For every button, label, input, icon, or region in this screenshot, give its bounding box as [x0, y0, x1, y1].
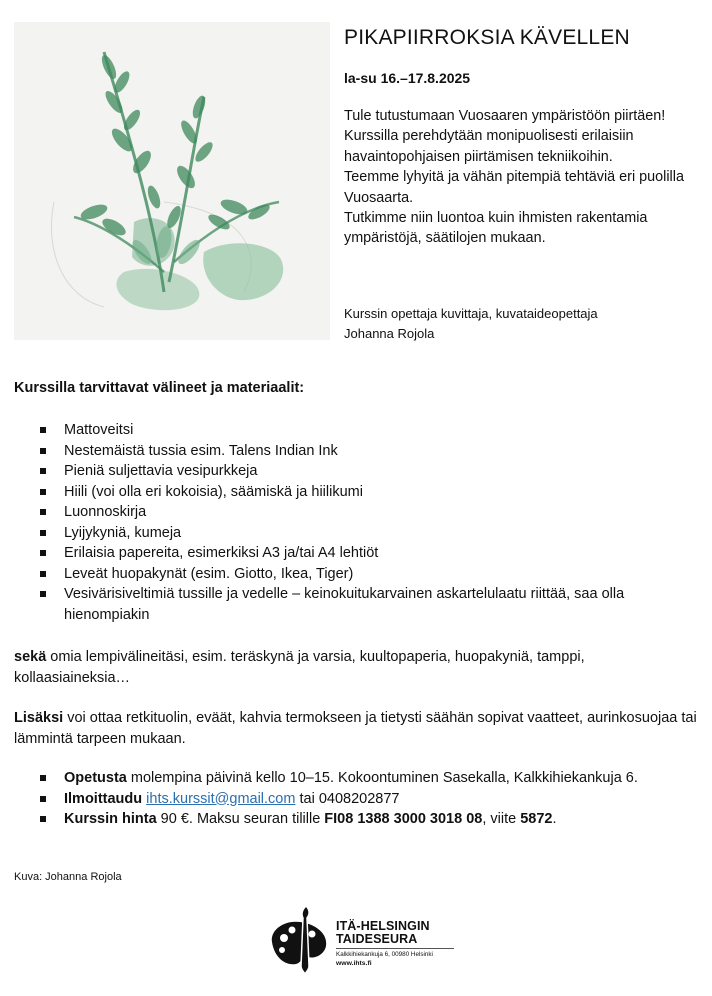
list-item: Lyijykyniä, kumeja [14, 523, 704, 544]
extra-text: voi ottaa retkituolin, eväät, kahvia termokseen ja tietysti säähän sopivat vaatteet, aurinkosuojaa tai lämmintä tarpeen mukaan. [14, 710, 697, 747]
materials-list [14, 420, 704, 625]
teaching-text: molempina päivinä kello 10–15. Kokoontuminen Sasekalla, Kalkkihiekankuja 6. [126, 770, 638, 786]
signup-item [14, 789, 704, 810]
teaching-label: Opetusta [64, 770, 127, 786]
also-bold: sekä [14, 649, 47, 665]
list-item: Mattoveitsi [14, 420, 704, 441]
list-item: Pieniä suljettavia vesipurkkeja [14, 461, 704, 482]
signup-label: Ilmoittaudu [64, 790, 143, 807]
hero-watercolor-image [14, 22, 330, 340]
intro-paragraph: Tule tutustumaan Vuosaaren ympäristöön piirtäen! [344, 108, 666, 124]
logo-name-line2: TAIDESEURA [336, 932, 418, 946]
palette-brush-icon [266, 904, 334, 976]
intro-paragraph: Tutkimme niin luontoa kuin ihmisten rakentamia ympäristöjä, säätilojen mukaan. [344, 210, 648, 247]
list-item: Nestemäistä tussia esim. Talens Indian Ink [14, 441, 704, 462]
logo-website: www.ihts.fi [336, 960, 372, 967]
society-logo [262, 900, 462, 978]
intro-paragraph: Teemme lyhyitä ja vähän pitempiä tehtäviä eri puolilla Vuosaarta. [344, 169, 684, 206]
also-paragraph [14, 647, 704, 689]
intro-text [344, 106, 699, 249]
list-item: Leveät huopakynät (esim. Giotto, Ikea, Tiger) [14, 564, 704, 585]
info-list [14, 768, 704, 830]
account-number: FI08 1388 3000 3018 08 [324, 811, 483, 827]
also-text: omia lempivälineitäsi, esim. teräskynä ja varsia, kuultopaperia, huopakyniä, tamppi, kollaasiaineksia… [14, 649, 585, 686]
price-item [14, 809, 704, 830]
price-label: Kurssin hinta [64, 811, 157, 827]
page-title: PIKAPIIRROKSIA KÄVELLEN [344, 26, 630, 49]
logo-divider [336, 948, 454, 949]
logo-name-line1: ITÄ-HELSINGIN [336, 919, 430, 933]
intro-paragraph: Kurssilla perehdytään monipuolisesti erilaisiin havaintopohjaisen piirtämisen tekniikoihin. [344, 128, 634, 165]
list-item: Hiili (voi olla eri kokoisia), säämiskä ja hiilikumi [14, 482, 704, 503]
teacher-info [344, 304, 699, 344]
teacher-title: Kurssin opettaja kuvittaja, kuvataideopettaja [344, 306, 598, 321]
signup-email-link[interactable]: ihts.kurssit@gmail.com [146, 790, 296, 807]
teacher-name: Johanna Rojola [344, 326, 435, 341]
logo-address: Kalkkihiekankuja 6, 00980 Helsinki [336, 951, 433, 958]
reference-label: , viite [482, 811, 521, 827]
image-caption: Kuva: Johanna Rojola [14, 871, 122, 883]
list-item: Erilaisia papereita, esimerkiksi A3 ja/tai A4 lehtiöt [14, 543, 704, 564]
signup-phone: tai 0408202877 [295, 790, 400, 807]
list-item: Vesivärisiveltimiä tussille ja vedelle – keinokuitukarvainen askartelulaatu riittää, saa olla hienompiakin [14, 584, 704, 625]
extra-paragraph [14, 708, 704, 750]
plant-illustration [14, 22, 330, 340]
teaching-item [14, 768, 704, 789]
list-item: Luonnoskirja [14, 502, 704, 523]
reference-number: 5872 [520, 811, 553, 827]
course-dates: la-su 16.–17.8.2025 [344, 70, 471, 86]
logo-name [336, 920, 430, 946]
extra-bold: Lisäksi [14, 710, 64, 726]
price-end: . [552, 811, 557, 827]
price-text: 90 €. Maksu seuran tilille [156, 811, 325, 827]
materials-heading: Kurssilla tarvittavat välineet ja materiaalit: [14, 380, 305, 396]
